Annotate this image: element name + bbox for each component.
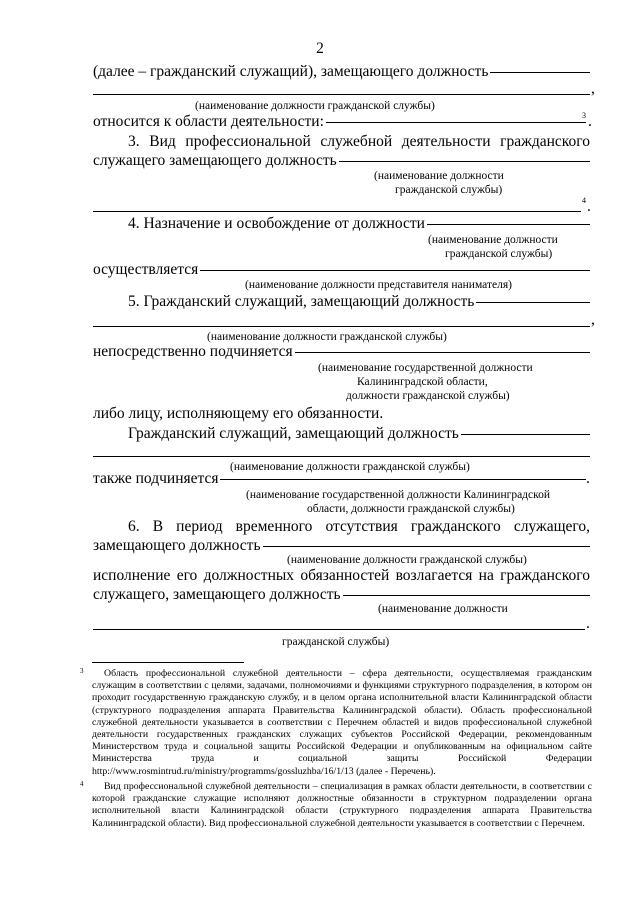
fill-blank	[427, 223, 590, 225]
text-line-7	[128, 293, 590, 311]
text-span: служащего замещающего должность	[93, 152, 337, 169]
text-line-6	[93, 261, 590, 279]
punct: ,	[591, 80, 595, 97]
text-span: Гражданский служащий, замещающий должность	[128, 425, 459, 442]
punct: .	[587, 198, 591, 215]
punct: .	[586, 470, 590, 487]
footnote-3	[80, 667, 592, 778]
text-line-5	[128, 215, 590, 233]
footnote-text: Вид профессиональной служебной деятельности – специализация в рамках области деятельности, в соответствии с которой гражданские служащие исполняют должностные обязанности в структурном подразделении органа исполнительной власти Калининградской области (структурного подразделения аппарата Правительства Калининградской области). Вид профессиональной служебной деятельности указывается в соответствии с Перечнем.	[92, 781, 592, 829]
caption: (наименование должности гражданской службы)	[230, 461, 470, 473]
text-line-1	[93, 63, 590, 81]
fill-blank-line	[93, 629, 585, 630]
caption: гражданской службы)	[282, 636, 390, 648]
text-line-14: исполнение его должностных обязанностей возлагается на гражданского	[93, 567, 590, 584]
fill-blank-line	[93, 326, 590, 327]
text-line-11	[93, 470, 586, 488]
page-number: 2	[316, 40, 324, 57]
text-line-2	[93, 113, 586, 131]
fill-blank-line	[93, 211, 581, 212]
caption: области, должности гражданской службы)	[307, 503, 515, 515]
text-line-12: 6. В период временного отсутствия гражданского служащего,	[128, 518, 590, 535]
fill-blank	[263, 545, 590, 547]
punct: .	[586, 615, 590, 632]
text-span: (далее – гражданский служащий), замещающего должность	[93, 63, 489, 80]
text-line-15	[93, 586, 590, 604]
footnote-separator	[92, 662, 244, 663]
fill-blank	[476, 301, 590, 303]
fill-blank	[461, 433, 590, 435]
caption: Калининградской области,	[357, 376, 488, 388]
text-span: непосредственно подчиняется	[93, 343, 293, 360]
caption: (наименование должности гражданской службы)	[195, 100, 435, 112]
footnote-ref: 4	[582, 196, 586, 205]
caption: (наименование должности	[374, 170, 504, 182]
caption: должности гражданской службы)	[346, 390, 510, 402]
text-span: замещающего должность	[93, 537, 261, 554]
footnote-mark: 4	[80, 780, 84, 788]
text-line-4	[93, 152, 590, 170]
footnote-text: Область профессиональной служебной деятельности – сфера деятельности, осуществляемая гражданским служащим в соответствии с целями, задачами, полномочиями и функциями структурного подразделения, в котором он проходит государственную гражданскую службу, и в целом органа исполнительной власти Калининградской области (структурного подразделения аппарата Правительства Калининградской области). Область профессиональной служебной деятельности указывается в соответствии с Перечнем областей и видов профессиональной служебной деятельности государственных гражданских служащих субъектов Российской Федерации, рекомендованным Министерством труда и социальной защиты Российской Федерации и опубликованным на официальном сайте Министерства труда и социальной защиты Российской Федерации http://www.rosmintrud.ru/ministry/programms/gossluzhba/16/1/13 (далее - Перечень).	[92, 668, 592, 777]
punct: .	[588, 113, 592, 130]
text-span: осуществляется	[93, 261, 199, 278]
fill-blank	[339, 160, 590, 162]
text-line-9: либо лицу, исполняющему его обязанности.	[93, 405, 384, 422]
caption: гражданской службы)	[395, 184, 503, 196]
caption: (наименование должности гражданской службы)	[287, 554, 527, 566]
caption: (наименование должности	[428, 234, 558, 246]
footnote-mark: 3	[80, 667, 84, 675]
fill-blank	[343, 594, 590, 596]
punct: ,	[591, 311, 595, 328]
fill-blank-line	[93, 94, 590, 95]
text-line-10	[128, 425, 590, 443]
caption: гражданской службы)	[445, 248, 553, 260]
fill-blank	[295, 351, 590, 353]
text-span: относится к области деятельности:	[93, 113, 324, 130]
text-span: 5. Гражданский служащий, замещающий должность	[128, 293, 475, 310]
text-span: также подчиняется	[93, 470, 219, 487]
caption: (наименование государственной должности Калининградской	[246, 489, 551, 501]
footnote-ref: 3	[582, 111, 586, 120]
caption: (наименование государственной должности	[318, 362, 533, 374]
fill-blank-line	[93, 456, 590, 457]
caption: (наименование должности представителя нанимателя)	[245, 279, 512, 291]
text-line-3: 3. Вид профессиональной служебной деятельности гражданского	[128, 133, 590, 150]
text-span: служащего, замещающего должность	[93, 586, 341, 603]
caption: (наименование должности гражданской службы)	[207, 331, 447, 343]
caption: (наименование должности	[378, 603, 508, 615]
fill-blank	[200, 269, 590, 271]
text-span: 4. Назначение и освобождение от должности	[128, 215, 425, 232]
fill-blank	[326, 121, 586, 123]
fill-blank	[490, 71, 590, 73]
fill-blank	[220, 478, 586, 480]
text-line-8	[93, 343, 590, 361]
footnote-4	[80, 780, 592, 830]
